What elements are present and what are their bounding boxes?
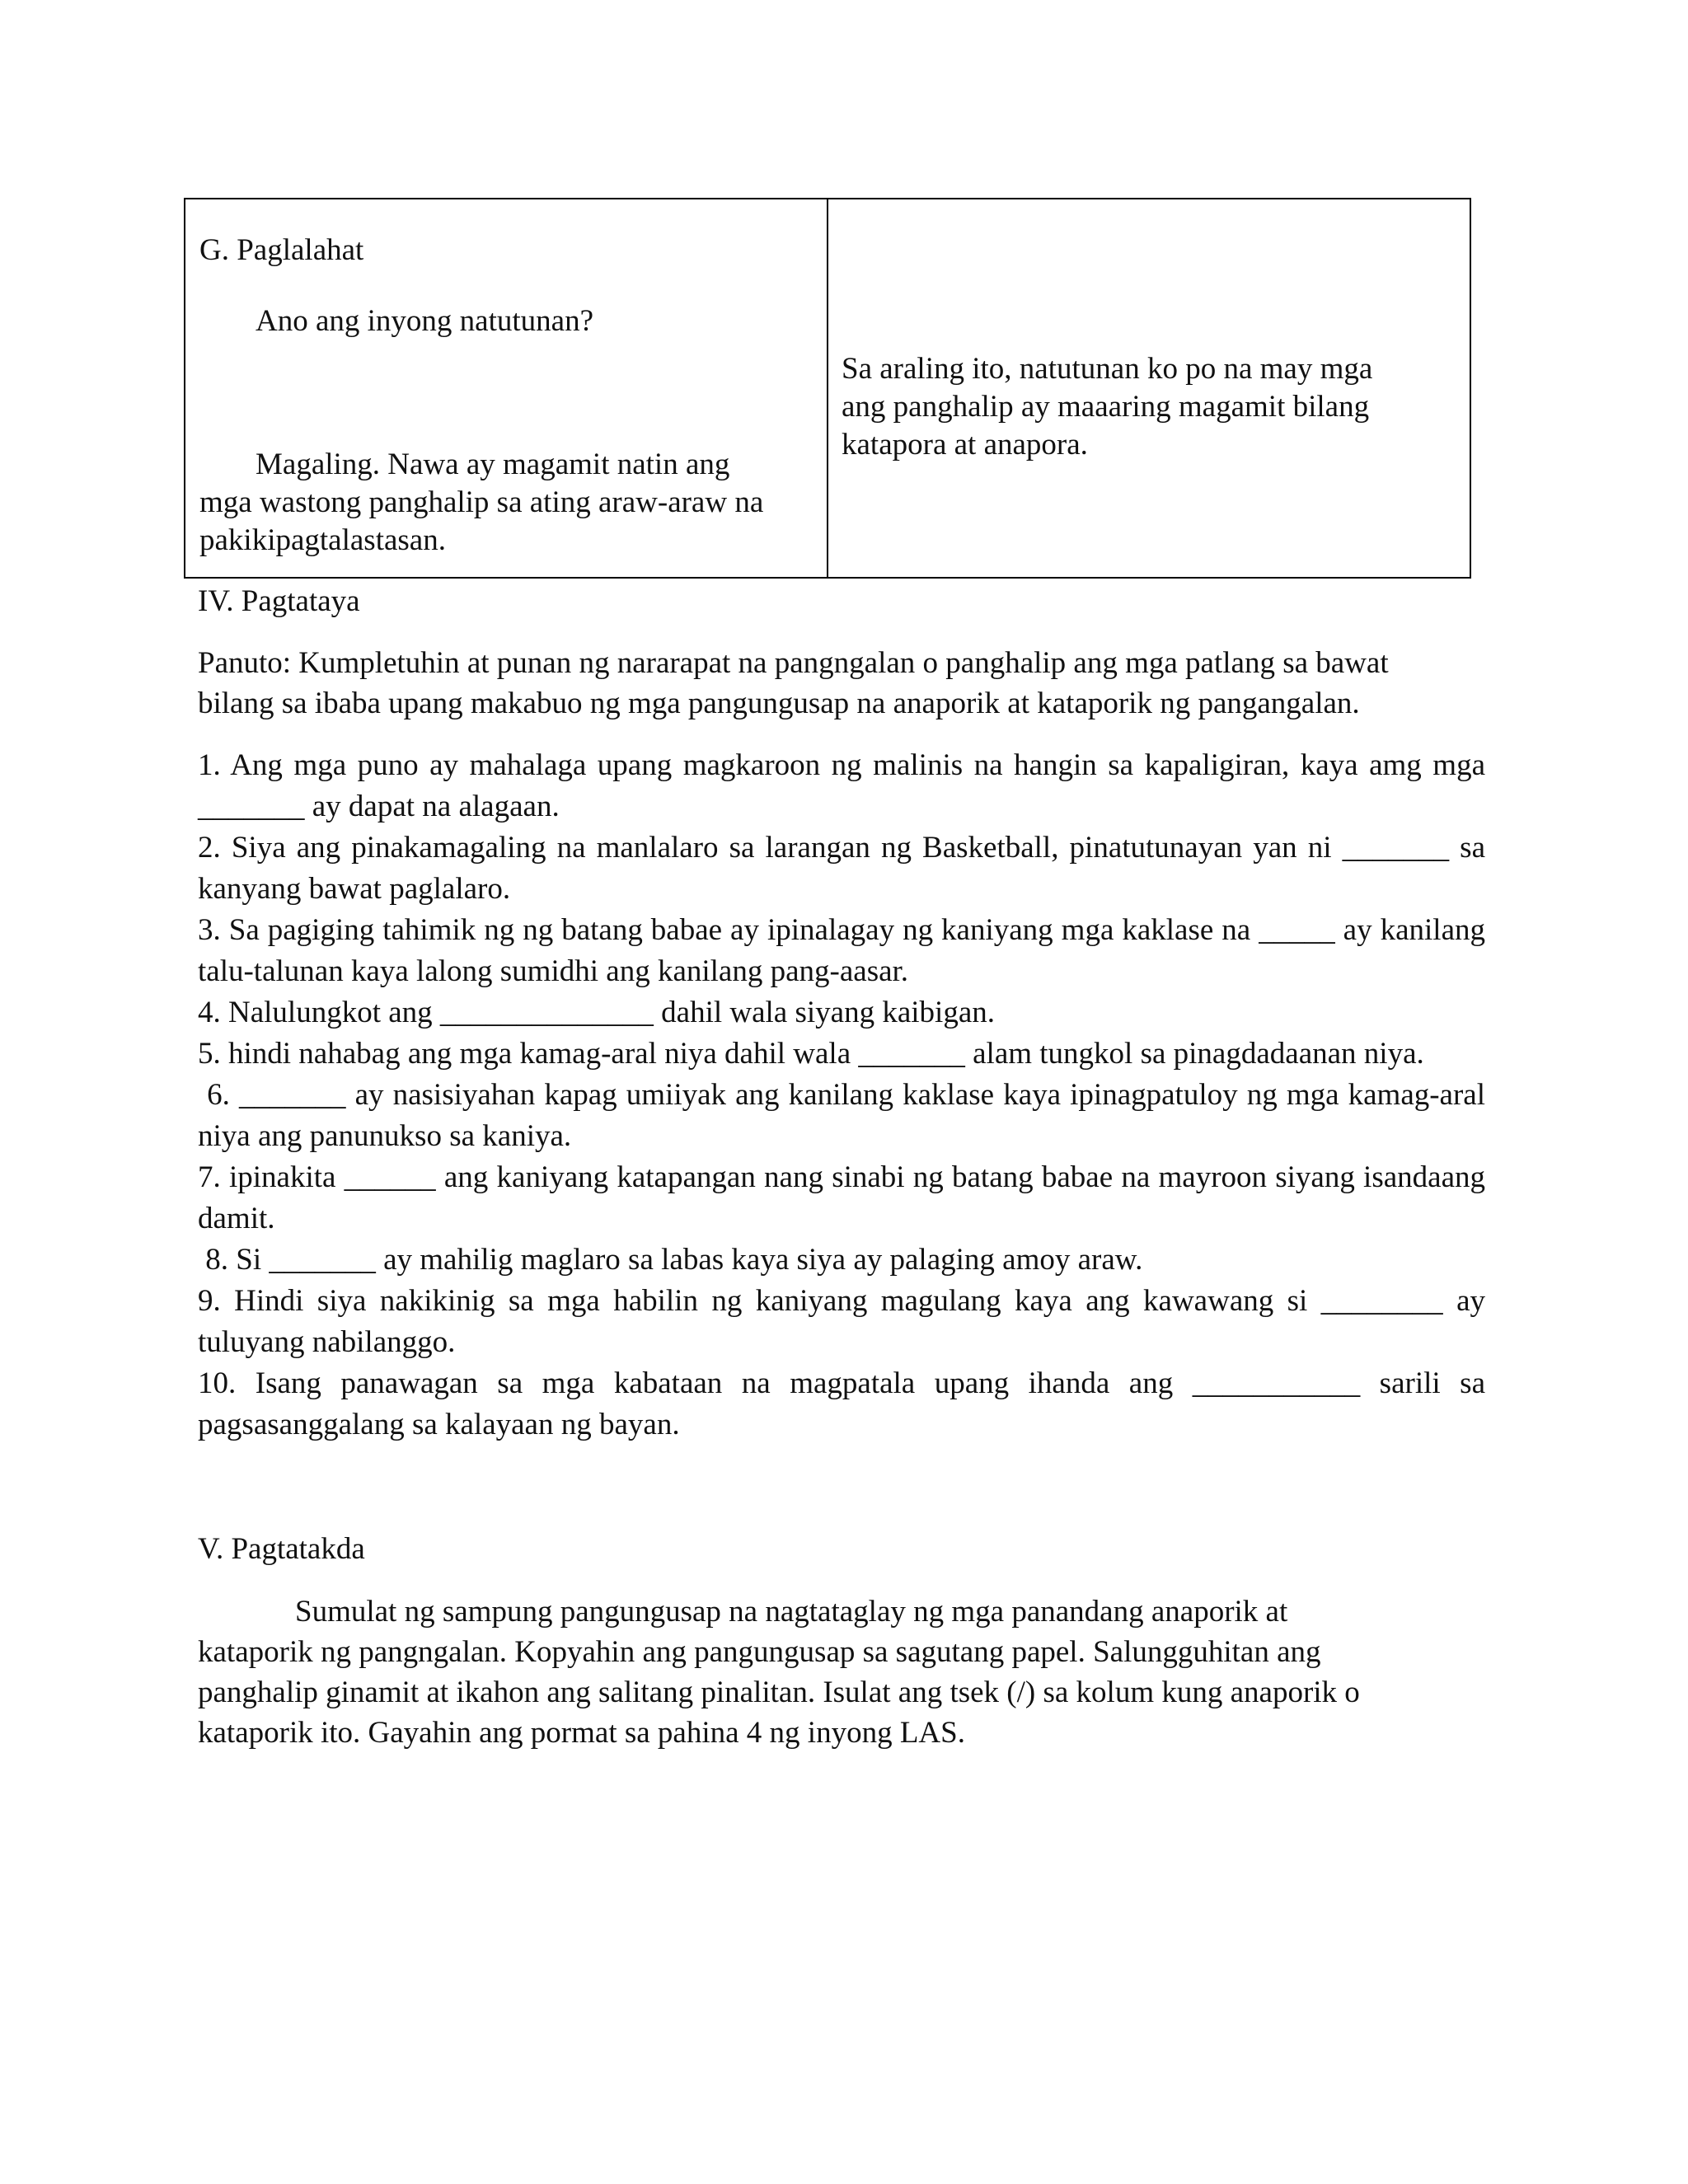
paglalahat-title: G. Paglalahat — [199, 233, 364, 267]
paglalahat-closing-line-1: Magaling. Nawa ay magamit natin ang — [256, 448, 730, 481]
paglalahat-table — [184, 198, 1471, 579]
assignment-line-3: panghalip ginamit at ikahon ang salitang pinalitan. Isulat ang tsek (/) sa kolum kung anaporik o — [198, 1675, 1360, 1709]
assessment-items — [198, 745, 1493, 1446]
assignment-line-2: kataporik ng pangngalan. Kopyahin ang pangungusap sa sagutang papel. Salungguhitan ang — [198, 1635, 1321, 1669]
assessment-item: 4. Nalulungkot ang ______________ dahil wala siyang kaibigan. — [198, 996, 995, 1029]
assessment-item: 8. Si _______ ay mahilig maglaro sa labas kaya siya ay palaging amoy araw. — [198, 1243, 1143, 1277]
assessment-item: 7. ipinakita ______ ang kaniyang katapangan nang sinabi ng batang babae na mayroon siyang isandaang damit. — [198, 1160, 1485, 1235]
assessment-item: 6. _______ ay nasisiyahan kapag umiiyak ang kanilang kaklase kaya ipinagpatuloy ng mga kamag-aral niya ang panunukso sa kaniya. — [198, 1078, 1493, 1153]
paglalahat-question: Ano ang inyong natutunan? — [256, 304, 593, 338]
answer-line-2: ang panghalip ay maaaring magamit bilang — [842, 390, 1370, 424]
paglalahat-closing-line-3: pakikipagtalastasan. — [199, 523, 446, 557]
paglalahat-closing-line-2: mga wastong panghalip sa ating araw-araw na — [199, 485, 764, 519]
assignment-line-4: kataporik ito. Gayahin ang pormat sa pahina 4 ng inyong LAS. — [198, 1716, 965, 1750]
assessment-item: 3. Sa pagiging tahimik ng ng batang babae ay ipinalagay ng kaniyang mga kaklase na _____ ay kanilang talu-talunan kaya lalong sumidhi ang kanilang pang-aasar. — [198, 913, 1485, 988]
answer-line-1: Sa araling ito, natutunan ko po na may mga — [842, 352, 1373, 386]
section-v-heading: V. Pagtatakda — [198, 1532, 365, 1566]
paglalahat-left-cell — [185, 199, 828, 577]
answer-line-3: katapora at anapora. — [842, 428, 1088, 462]
section-iv-heading: IV. Pagtataya — [198, 584, 360, 618]
instructions-line-2: bilang sa ibaba upang makabuo ng mga pangungusap na anaporik at kataporik ng pangangalan. — [198, 687, 1360, 720]
assignment-line-1: Sumulat ng sampung pangungusap na nagtataglay ng mga panandang anaporik at — [295, 1595, 1288, 1629]
paglalahat-right-cell — [828, 199, 1470, 577]
assessment-item: 9. Hindi siya nakikinig sa mga habilin ng kaniyang magulang kaya ang kawawang si ________ ay tuluyang nabilanggo. — [198, 1284, 1485, 1359]
assessment-item: 5. hindi nahabag ang mga kamag-aral niya dahil wala _______ alam tungkol sa pinagdadaanan niya. — [198, 1037, 1424, 1071]
instructions-line-1: Panuto: Kumpletuhin at punan ng nararapat na pangngalan o panghalip ang mga patlang sa bawat — [198, 646, 1389, 680]
assessment-item: 2. Siya ang pinakamagaling na manlalaro sa larangan ng Basketball, pinatutunayan yan ni _______ sa kanyang bawat paglalaro. — [198, 831, 1485, 906]
assessment-item: 10. Isang panawagan sa mga kabataan na magpatala upang ihanda ang ___________ sarili sa pagsasanggalang sa kalayaan ng bayan. — [198, 1366, 1485, 1441]
assessment-item: 1. Ang mga puno ay mahalaga upang magkaroon ng malinis na hangin sa kapaligiran, kaya amg mga _______ ay dapat na alagaan. — [198, 748, 1485, 823]
